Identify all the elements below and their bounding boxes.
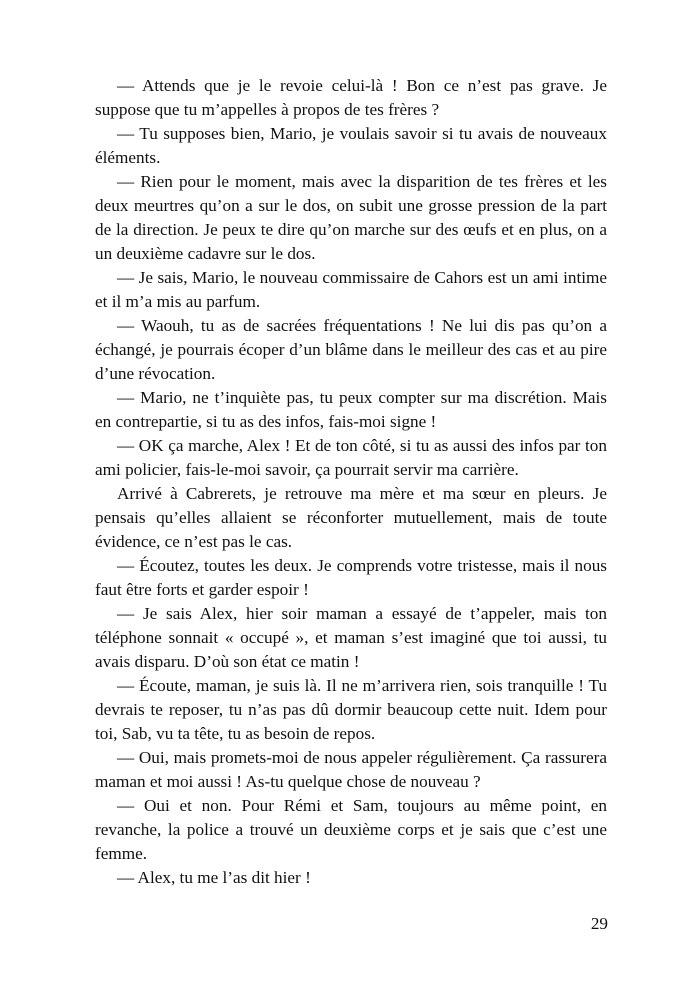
paragraph: — Rien pour le moment, mais avec la disparition de tes frères et les deux meurtres qu’on a sur le dos, on subit une grosse pression de la part de la direction. Je peux te dire qu’on marche sur des œufs et en plus, on a un deuxième cadavre sur le dos.	[95, 172, 607, 263]
paragraph: — Mario, ne t’inquiète pas, tu peux compter sur ma discrétion. Mais en contrepartie, si tu as des infos, fais-moi signe !	[95, 388, 607, 431]
paragraph: — Écoutez, toutes les deux. Je comprends votre tristesse, mais il nous faut être forts et garder espoir !	[95, 556, 607, 599]
paragraph: — Alex, tu me l’as dit hier !	[117, 868, 311, 887]
body-text	[95, 74, 607, 890]
paragraph: — Je sais Alex, hier soir maman a essayé de t’appeler, mais ton téléphone sonnait « occupé », et maman s’est imaginé que toi aussi, tu avais disparu. D’où son état ce matin !	[95, 604, 607, 671]
paragraph: — Tu supposes bien, Mario, je voulais savoir si tu avais de nouveaux éléments.	[95, 124, 607, 167]
paragraph: — Je sais, Mario, le nouveau commissaire de Cahors est un ami intime et il m’a mis au parfum.	[95, 268, 607, 311]
paragraph: — Attends que je le revoie celui-là ! Bon ce n’est pas grave. Je suppose que tu m’appelles à propos de tes frères ?	[95, 76, 607, 119]
paragraph: — OK ça marche, Alex ! Et de ton côté, si tu as aussi des infos par ton ami policier, fais-le-moi savoir, ça pourrait servir ma carrière.	[95, 436, 607, 479]
paragraph: — Waouh, tu as de sacrées fréquentations ! Ne lui dis pas qu’on a échangé, je pourrais écoper d’un blâme dans le meilleur des cas et au pire d’une révocation.	[95, 316, 607, 383]
paragraph: — Écoute, maman, je suis là. Il ne m’arrivera rien, sois tranquille ! Tu devrais te reposer, tu n’as pas dû dormir beaucoup cette nuit. Idem pour toi, Sab, vu ta tête, tu as besoin de repos.	[95, 676, 607, 743]
paragraph: — Oui et non. Pour Rémi et Sam, toujours au même point, en revanche, la police a trouvé un deuxième corps et je sais que c’est une femme.	[95, 796, 607, 863]
paragraph: — Oui, mais promets-moi de nous appeler régulièrement. Ça rassurera maman et moi aussi ! As-tu quelque chose de nouveau ?	[95, 748, 607, 791]
page-number: 29	[590, 914, 608, 933]
paragraph: Arrivé à Cabrerets, je retrouve ma mère et ma sœur en pleurs. Je pensais qu’elles allaient se réconforter mutuellement, mais de toute évidence, ce n’est pas le cas.	[95, 484, 607, 551]
